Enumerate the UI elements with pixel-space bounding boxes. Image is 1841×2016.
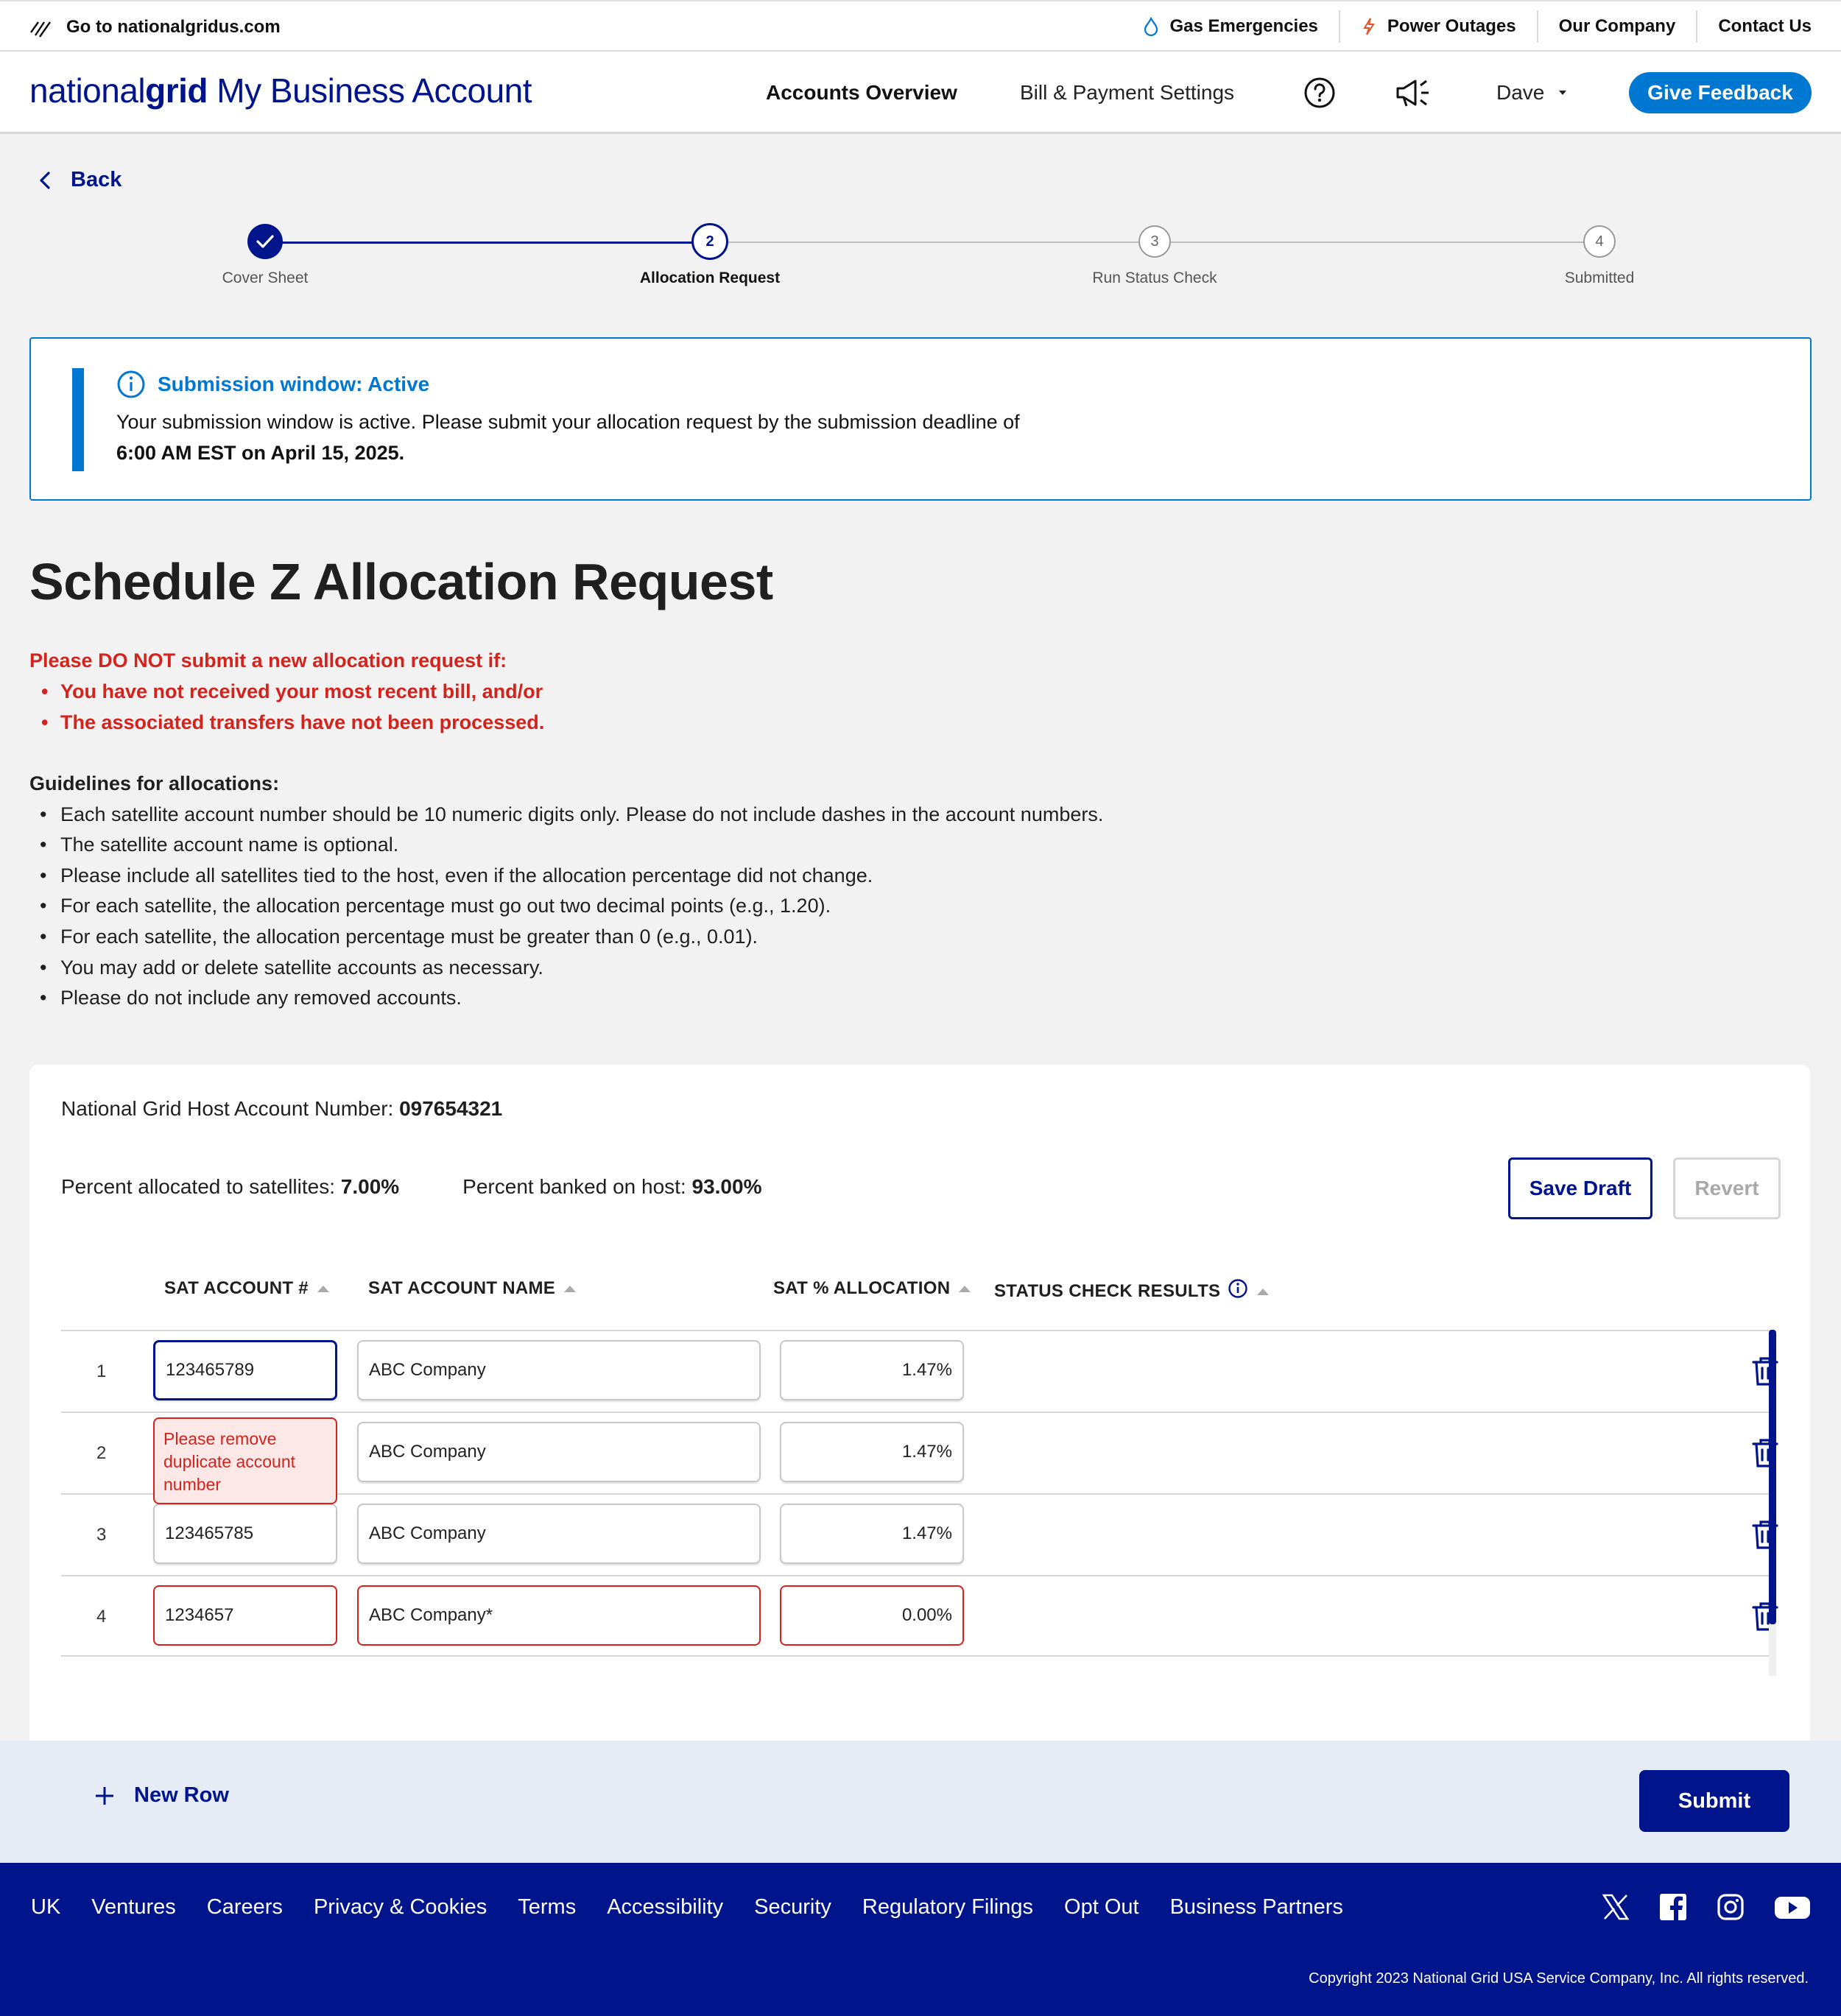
alert-body bbox=[116, 406, 1020, 468]
gas-emergencies-link[interactable] bbox=[1122, 10, 1338, 43]
page-title: Schedule Z Allocation Request bbox=[29, 553, 773, 610]
nav-bill-payment-settings[interactable]: Bill & Payment Settings bbox=[1020, 81, 1235, 104]
footer-link-ventures[interactable]: Ventures bbox=[91, 1895, 176, 1919]
sat-account-input[interactable] bbox=[153, 1504, 337, 1564]
step-submitted bbox=[1489, 221, 1710, 287]
pct-host bbox=[462, 1175, 761, 1199]
main-header bbox=[0, 52, 1841, 134]
brand-logo[interactable] bbox=[29, 71, 532, 110]
pct-satellites-value: 7.00% bbox=[340, 1175, 400, 1198]
nav-accounts-overview[interactable]: Accounts Overview bbox=[766, 81, 957, 104]
grid-logo-icon bbox=[29, 16, 52, 38]
plus-icon bbox=[94, 1786, 115, 1806]
caret-down-icon bbox=[1557, 89, 1568, 96]
step-allocation-request bbox=[599, 221, 820, 287]
sat-account-input[interactable] bbox=[153, 1340, 337, 1400]
chevron-left-icon bbox=[37, 170, 54, 191]
footer bbox=[0, 1863, 1841, 2016]
goto-label: Go to nationalgridus.com bbox=[66, 17, 281, 37]
guideline-item: • Please include all satellites tied to the host, even if the allocation percentage did not change. bbox=[29, 861, 1103, 892]
sat-name-input[interactable] bbox=[357, 1422, 761, 1482]
pct-host-value: 93.00% bbox=[691, 1175, 762, 1198]
table-row bbox=[61, 1330, 1770, 1411]
table-scrollbar[interactable] bbox=[1769, 1330, 1776, 1624]
guidelines-block bbox=[29, 769, 1103, 1014]
power-outages-label: Power Outages bbox=[1387, 16, 1516, 36]
sat-pct-input[interactable] bbox=[780, 1585, 964, 1646]
our-company-label: Our Company bbox=[1558, 16, 1676, 36]
warning-item: • You have not received your most recent bill, and/or bbox=[29, 676, 544, 707]
col-label: SAT ACCOUNT NAME bbox=[368, 1278, 556, 1298]
x-icon[interactable] bbox=[1601, 1892, 1630, 1922]
status-info[interactable] bbox=[1228, 1278, 1248, 1304]
sort-up-icon bbox=[563, 1283, 577, 1294]
help-icon[interactable] bbox=[1303, 77, 1336, 109]
step-label: Submitted bbox=[1564, 269, 1635, 286]
alert-accent-bar bbox=[72, 368, 84, 471]
social-links bbox=[1601, 1892, 1812, 1922]
footer-link-uk[interactable]: UK bbox=[31, 1895, 61, 1919]
brand-national: national bbox=[29, 71, 146, 110]
step-label: Run Status Check bbox=[1092, 269, 1217, 286]
row-number: 4 bbox=[96, 1606, 107, 1626]
sat-pct-input[interactable] bbox=[780, 1504, 964, 1564]
footer-link-accessibility[interactable]: Accessibility bbox=[607, 1895, 724, 1919]
gas-emergencies-label: Gas Emergencies bbox=[1169, 16, 1318, 36]
col-sat-account[interactable] bbox=[164, 1278, 331, 1299]
allocation-card bbox=[29, 1065, 1810, 1742]
sort-up-icon bbox=[316, 1283, 331, 1294]
sat-name-input[interactable] bbox=[357, 1340, 761, 1400]
contact-us-label: Contact Us bbox=[1718, 16, 1812, 36]
footer-link-regulatory[interactable]: Regulatory Filings bbox=[862, 1895, 1034, 1919]
user-menu[interactable] bbox=[1496, 52, 1568, 134]
guideline-item: • Please do not include any removed accounts. bbox=[29, 983, 1103, 1014]
col-label: SAT % ALLOCATION bbox=[773, 1278, 951, 1298]
warning-heading: Please DO NOT submit a new allocation request if: bbox=[29, 649, 507, 672]
sat-name-input[interactable] bbox=[357, 1504, 761, 1564]
row-number: 2 bbox=[96, 1442, 107, 1463]
row-number: 1 bbox=[96, 1361, 107, 1381]
table-row bbox=[61, 1411, 1770, 1493]
footer-links bbox=[31, 1895, 1343, 1920]
sort-up-icon bbox=[957, 1283, 972, 1294]
guidelines-heading: Guidelines for allocations: bbox=[29, 772, 280, 794]
step-label: Allocation Request bbox=[639, 269, 781, 286]
new-row-button[interactable] bbox=[94, 1783, 229, 1808]
brand-grid: grid bbox=[145, 71, 208, 110]
flame-icon bbox=[1143, 17, 1159, 36]
warning-item: • The associated transfers have not been processed. bbox=[29, 707, 544, 738]
facebook-icon[interactable] bbox=[1658, 1892, 1688, 1922]
duplicate-account-error: Please remove duplicate account number bbox=[153, 1417, 337, 1504]
back-link[interactable] bbox=[37, 168, 122, 192]
footer-link-opt-out[interactable]: Opt Out bbox=[1064, 1895, 1139, 1919]
our-company-link[interactable] bbox=[1537, 10, 1697, 43]
sort-up-icon bbox=[1256, 1286, 1270, 1297]
megaphone-icon[interactable] bbox=[1393, 75, 1435, 110]
guideline-item: • For each satellite, the allocation percentage must go out two decimal points (e.g., 1.20). bbox=[29, 891, 1103, 922]
action-bar bbox=[0, 1741, 1841, 1863]
guideline-item: • Each satellite account number should be 10 numeric digits only. Please do not include dashes in the account numbers. bbox=[29, 800, 1103, 831]
utility-bar bbox=[0, 0, 1841, 52]
row-number: 3 bbox=[96, 1524, 107, 1545]
new-row-label: New Row bbox=[134, 1783, 229, 1807]
step-label: Cover Sheet bbox=[222, 269, 309, 286]
back-label: Back bbox=[71, 168, 122, 191]
goto-link[interactable] bbox=[29, 16, 281, 38]
alert-deadline: 6:00 AM EST on April 15, 2025. bbox=[116, 442, 405, 464]
submission-window-alert bbox=[29, 337, 1812, 501]
alert-title bbox=[116, 370, 429, 399]
footer-link-security[interactable]: Security bbox=[754, 1895, 831, 1919]
revert-button[interactable]: Revert bbox=[1673, 1157, 1781, 1219]
table-row bbox=[61, 1575, 1770, 1657]
table-row bbox=[61, 1493, 1770, 1575]
footer-link-careers[interactable]: Careers bbox=[206, 1895, 283, 1919]
col-label: STATUS CHECK RESULTS bbox=[994, 1280, 1221, 1301]
alert-line: Your submission window is active. Please submit your allocation request by the submission deadline of bbox=[116, 411, 1020, 433]
instagram-icon[interactable] bbox=[1716, 1892, 1745, 1922]
host-account bbox=[61, 1097, 502, 1121]
save-draft-button[interactable]: Save Draft bbox=[1508, 1157, 1652, 1219]
pct-satellites bbox=[61, 1175, 399, 1199]
brand-suffix: My Business Account bbox=[208, 71, 532, 110]
col-label: SAT ACCOUNT # bbox=[164, 1278, 309, 1298]
footer-link-terms[interactable]: Terms bbox=[518, 1895, 577, 1919]
pct-satellites-label: Percent allocated to satellites: bbox=[61, 1175, 341, 1198]
guideline-item: • The satellite account name is optional. bbox=[29, 830, 1103, 861]
youtube-icon[interactable] bbox=[1773, 1892, 1812, 1922]
submit-button[interactable]: Submit bbox=[1639, 1770, 1789, 1832]
guideline-item: • For each satellite, the allocation percentage must be greater than 0 (e.g., 0.01). bbox=[29, 922, 1103, 953]
alert-title-text: Submission window: Active bbox=[158, 373, 430, 395]
info-icon bbox=[1228, 1278, 1248, 1299]
warning-block bbox=[29, 645, 544, 738]
pct-host-label: Percent banked on host: bbox=[462, 1175, 692, 1198]
footer-link-business-partners[interactable]: Business Partners bbox=[1169, 1895, 1343, 1919]
step-number: 2 bbox=[691, 223, 728, 260]
col-sat-allocation[interactable] bbox=[773, 1278, 972, 1299]
step-run-status-check bbox=[1044, 221, 1265, 287]
user-name: Dave bbox=[1496, 81, 1545, 104]
contact-us-link[interactable] bbox=[1696, 10, 1812, 43]
sat-account-input[interactable] bbox=[153, 1585, 337, 1646]
allocation-stats bbox=[61, 1175, 761, 1199]
sat-pct-input[interactable] bbox=[780, 1422, 964, 1482]
sat-pct-input[interactable] bbox=[780, 1340, 964, 1400]
step-number: 3 bbox=[1138, 225, 1171, 258]
check-icon bbox=[247, 224, 283, 259]
col-sat-account-name[interactable] bbox=[368, 1278, 577, 1299]
footer-link-privacy[interactable]: Privacy & Cookies bbox=[313, 1895, 487, 1919]
step-cover-sheet bbox=[155, 221, 376, 287]
scrollbar-track bbox=[1769, 1624, 1776, 1676]
guideline-item: • You may add or delete satellite accounts as necessary. bbox=[29, 953, 1103, 984]
power-outages-link[interactable] bbox=[1339, 10, 1537, 43]
satellite-table bbox=[61, 1330, 1770, 1657]
host-value: 097654321 bbox=[399, 1097, 503, 1120]
sat-name-input[interactable] bbox=[357, 1585, 761, 1646]
progress-stepper bbox=[0, 221, 1841, 295]
info-icon bbox=[116, 370, 146, 399]
step-number: 4 bbox=[1583, 225, 1616, 258]
col-status-check[interactable] bbox=[994, 1278, 1270, 1304]
give-feedback-button[interactable]: Give Feedback bbox=[1629, 72, 1812, 113]
bolt-icon bbox=[1361, 17, 1377, 36]
host-label: National Grid Host Account Number: bbox=[61, 1097, 400, 1120]
copyright: Copyright 2023 National Grid USA Service Company, Inc. All rights reserved. bbox=[1309, 1970, 1809, 1987]
